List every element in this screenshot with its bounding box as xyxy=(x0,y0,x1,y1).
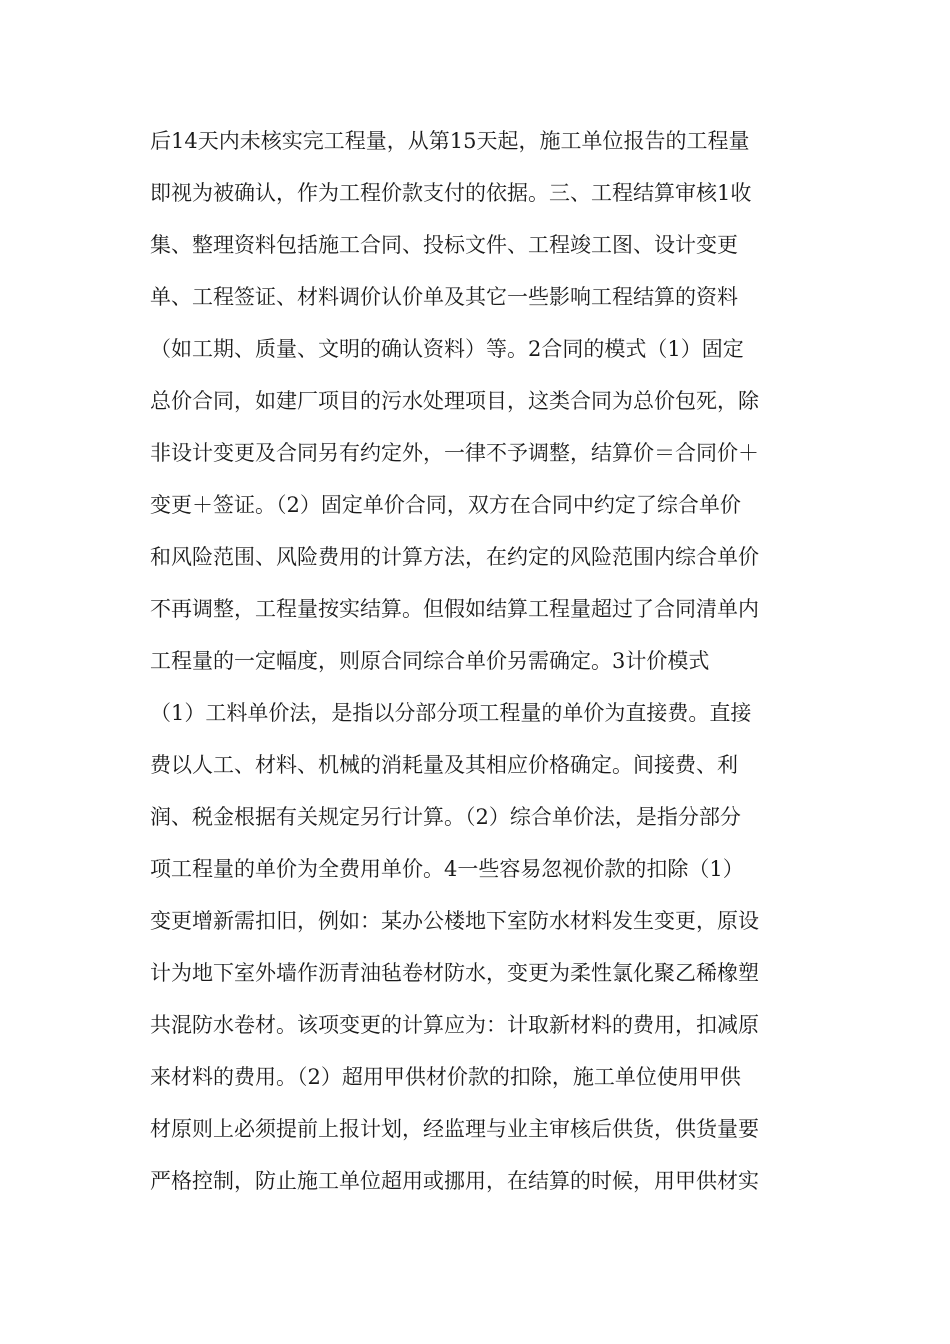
text-line-16: 变更增新需扣旧，例如：某办公楼地下室防水材料发生变更，原设 xyxy=(150,909,759,933)
text-line-20: 材原则上必须提前上报计划，经监理与业主审核后供货，供货量要 xyxy=(150,1117,759,1141)
text-line-3: 集、整理资料包括施工合同、投标文件、工程竣工图、设计变更 xyxy=(150,233,738,257)
text-line-19: 来材料的费用。（2）超用甲供材价款的扣除，施工单位使用甲供 xyxy=(150,1065,741,1089)
text-line-12: （1）工料单价法，是指以分部分项工程量的单价为直接费。直接 xyxy=(150,701,752,725)
text-line-6: 总价合同，如建厂项目的污水处理项目，这类合同为总价包死，除 xyxy=(150,389,759,413)
text-line-13: 费以人工、材料、机械的消耗量及其相应价格确定。间接费、利 xyxy=(150,753,738,777)
text-line-5: （如工期、质量、文明的确认资料）等。2合同的模式（1）固定 xyxy=(150,337,744,361)
text-line-18: 共混防水卷材。该项变更的计算应为：计取新材料的费用，扣减原 xyxy=(150,1013,759,1037)
text-line-17: 计为地下室外墙作沥青油毡卷材防水，变更为柔性氯化聚乙稀橡塑 xyxy=(150,961,759,985)
text-line-21: 严格控制，防止施工单位超用或挪用，在结算的时候，用甲供材实 xyxy=(150,1169,759,1193)
text-line-10: 不再调整，工程量按实结算。但假如结算工程量超过了合同清单内 xyxy=(150,597,759,621)
text-line-1: 后14天内未核实完工程量，从第15天起，施工单位报告的工程量 xyxy=(150,129,750,153)
text-line-4: 单、工程签证、材料调价认价单及其它一些影响工程结算的资料 xyxy=(150,285,738,309)
text-line-8: 变更＋签证。（2）固定单价合同，双方在合同中约定了综合单价 xyxy=(150,493,741,517)
body-text xyxy=(150,115,810,1207)
text-line-9: 和风险范围、风险费用的计算方法，在约定的风险范围内综合单价 xyxy=(150,545,759,569)
text-line-14: 润、税金根据有关规定另行计算。（2）综合单价法，是指分部分 xyxy=(150,805,741,829)
text-line-11: 工程量的一定幅度，则原合同综合单价另需确定。3计价模式 xyxy=(150,649,710,673)
text-line-7: 非设计变更及合同另有约定外，一律不予调整，结算价＝合同价＋ xyxy=(150,441,759,465)
text-line-15: 项工程量的单价为全费用单价。4一些容易忽视价款的扣除（1） xyxy=(150,857,744,881)
text-line-2: 即视为被确认，作为工程价款支付的依据。三、工程结算审核1收 xyxy=(150,181,752,205)
